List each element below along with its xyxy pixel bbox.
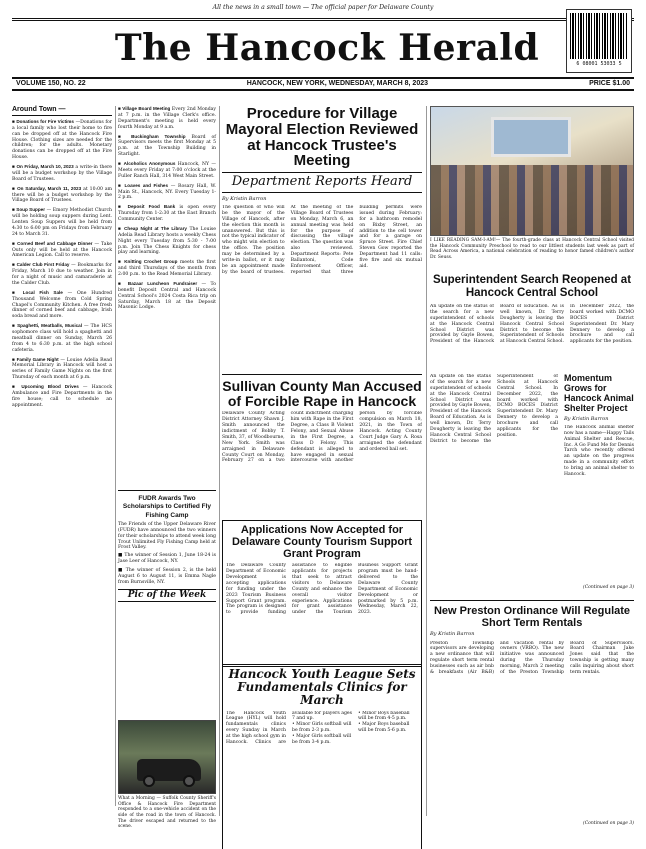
calendar-title: ■ Loaves and Fishes	[118, 182, 169, 188]
main-story	[222, 106, 422, 393]
superintendent-text: An update on the status of the search for a new superintendent of schools at the Hancock Central School District was provided by Gayle Bowen, President of the Hancock Board of Education. As is well known, Dr. Terry Dougherty is leaving the Hancock Central School District to become the Superintendent of Schools at Hancock Central School. In December 2022, the board worked with DCMO BOCES District Superintendent Dr. Mary Dennery to develop a brochure and call applicants for the position.	[430, 304, 634, 345]
continued-note: (Continued on page 3)	[582, 584, 634, 590]
around-town-column	[12, 106, 112, 412]
brief-item	[12, 384, 112, 409]
youth-league-headline: Hancock Youth League Sets Fundamentals Clinics for March	[228, 667, 416, 708]
fudr-text: The Friends of the Upper Delaware River (FUDR) have announced the two winners for their scholarships to attend week long Trout Unlimited Fly Fishing Camp held at Frost Valley.	[118, 521, 216, 551]
brief-text: — Louise Adelia Read Memorial Library in Hancock will host a series of Family Game Nights on the first Thursday of each month at 6 p.m.	[12, 357, 112, 381]
calendar-item	[118, 226, 216, 256]
calendar-text: Hancock, NY — Meets every Friday at 7:00 o'clock at the Fuller Ranch Hall, 314 West Main Street.	[118, 162, 216, 179]
classroom-photo	[430, 106, 634, 236]
brief-title: ■ Upcoming Blood Drives	[12, 384, 79, 390]
main-story-text: The question of who will be the mayor of the Village of Hancock, after the election this month is unanswered. But this is not the typical indicator of who might win election to the office. The position may be determined by a write-in ballot, or it may be an appointment made by the board of trustees. At the meeting of the Village Board of Trustees on Monday, March 6, an annual meeting was held for the purpose of discussing the village election. The question was also reviewed. Department Reports: Pete Ballantoni, Code Enforcement Officer, reported that three building permits were issued during February: for a bathroom remodel on Bixby Street, an addition to the cell tower and for a garage on Spruce Street. Fire Chief Steven Gow reported the Department had 11 calls: five fire and six mutual aid.	[222, 205, 422, 275]
brief-title: ■ On Friday, March 10, 2023	[12, 164, 74, 170]
byline: By Kristin Barron	[222, 195, 267, 202]
calendar-title: ■ Alcoholics Anonymous	[118, 161, 176, 166]
column-rule	[426, 106, 427, 816]
issue-info-bar	[12, 77, 634, 91]
calendar-item	[118, 183, 216, 202]
calendar-text: Board of Supervisors meets the first Monday at 5 p.m. at the Township Building in Starlight.	[118, 134, 216, 158]
calendar-item	[118, 281, 216, 311]
brief-text: — Take Outs only will be held at the Hancock American Legion. Call to reserve.	[12, 241, 112, 259]
brief-item	[12, 164, 112, 183]
league-bullet: • Major Girls softball will be from 3-4 p.m.	[292, 734, 352, 745]
brief-title: ■ Donations for Fire Victims	[12, 118, 74, 124]
preston-story	[430, 596, 634, 826]
league-bullet: • Minor Boys baseball will be from 4-5 p.m.	[358, 710, 410, 722]
column-rule	[115, 106, 116, 806]
brief-item	[12, 119, 112, 161]
brief-text: — Emory Methodist Church will be holding soup suppers during Lent. Lenten Soup Suppers will be held from 4:30 to 6:00 pm on Fridays from February 24 to March 31.	[12, 208, 112, 237]
youth-league-story	[222, 664, 422, 849]
main-deck: Department Reports Heard	[222, 172, 422, 193]
byline: By Kristin Barron	[564, 415, 609, 422]
calendar-title: ■ Bazaar Luncheon Fundraiser	[118, 280, 198, 286]
around-town-heading: Around Town —	[12, 106, 112, 116]
wheel-shape	[183, 775, 195, 787]
calendar-title: ■ Buckingham Township	[118, 133, 186, 139]
brief-text: — Bookmarks for Friday, March 10 due to weather. Join in for a night of music and camaraderie at the Calder Club.	[12, 263, 112, 286]
masthead	[12, 18, 634, 98]
brief-text: a write-in there will be a budget workshop by the Village Board of Trustees.	[12, 165, 112, 182]
brief-title: ■ Spaghetti, Meatballs, Musical	[12, 323, 82, 329]
calendar-title: ■ Village Board Meeting	[118, 106, 171, 111]
animal-shelter-story	[564, 374, 634, 591]
brief-title: ■ Corned Beef and Cabbage Dinner	[12, 240, 93, 246]
tourism-grant-headline: Applications Now Accepted for Delaware County Tourism Support Grant Program	[231, 524, 413, 561]
superintendent-headline: Superintendent Search Reopened at Hancock Central School	[432, 274, 632, 299]
barcode-number: 6 08001 53033 5	[576, 61, 622, 67]
students-shape	[431, 165, 633, 235]
tourism-grant-story	[222, 520, 422, 667]
fudr-headline: FUDR Awards Two Scholarships to Certified Fly Fishing Camp	[122, 495, 212, 519]
wheel-shape	[143, 775, 155, 787]
window-shape	[491, 117, 571, 157]
brief-item	[12, 207, 112, 237]
brief-item	[12, 262, 112, 287]
calendar-item	[118, 106, 216, 131]
newspaper-title: The Hancock Herald	[114, 27, 540, 69]
brief-title: ■ Family Game Night	[12, 356, 59, 362]
pic-of-the-week-heading: Pic of the Week	[118, 589, 216, 603]
brief-item	[12, 241, 112, 260]
brief-text: — Hancock Ambulance and Fire Departments in the fire house; call to schedule an appointment.	[12, 385, 113, 408]
sullivan-text: Delaware County Acting District Attorney Shawn J. Smith announced the indictment of Bobby T. Smith, 37, of Woodbourne, New York. Smith was arraigned in Delaware County Court on Monday, February 27 on a two count indictment charging him with Rape in the First Degree, a Class B Violent Felony, and Sexual Abuse in the First Degree, a Class D Felony. This defendant is alleged to have engaged in sexual intercourse with another person by forcible compulsion on March 18, 2021, in the Town of Hancock. Acting County Court Judge Gary A. Rosa arraigned the defendant and ordered bail set.	[222, 411, 422, 464]
tourism-grant-text: The Delaware County Department of Economic Development is accepting applications for funding under the 2023 Tourism Business Support Grant program. The program is designed to provide funding assistance to eligible applicants for projects that seek to attract visitors to Delaware County and enhance the overall visitor experience. Applications for grant assistance under the Tourism Business Support Grant program must be hand-delivered to the Delaware County Department of Economic Development or postmarked by 5 p.m. Wednesday, March 22, 2023.	[226, 563, 418, 616]
tagline: All the news in a small town — The official paper for Delaware County	[212, 4, 434, 11]
divider	[222, 374, 422, 375]
brief-text: —Donations for a local family who lost their home to fire can be dropped off at the Hancock Fire House. Clothing sizes are needed for the children; for the adults. Monetary donations can be dropped off at the Fire House.	[12, 119, 112, 161]
fudr-story	[118, 486, 216, 605]
calendar-item	[118, 134, 216, 159]
brief-item	[12, 290, 112, 320]
crash-photo-caption: What a Morning — Suffolk County Sheriff's Office & Hancock Fire Department responded to a one-vehicle accident on the side of the road in the town of Hancock. The driver escaped and returned to the scene.	[118, 796, 216, 830]
calendar-text: — Rosary Hall, W. Main St., Hancock, NY. Every Tuesday 1-2 p.m.	[118, 183, 217, 201]
league-bullet: • Minor Girls softball will be from 2-3 p.m.	[292, 722, 352, 734]
byline: By Kristin Barron	[430, 631, 475, 638]
brief-title: ■ On Saturday, March 11, 2023	[12, 185, 82, 191]
sullivan-headline: Sullivan County Man Accused of Forcible Rape in Hancock	[222, 378, 422, 409]
brief-item	[12, 357, 112, 382]
brief-text: — One Hundred Thousand Welcome from Cold Spring Chapel's Community Kitchen. A free fresh dinner of corned beef and cabbage, Irish soda bread and more.	[12, 290, 112, 320]
league-bullet: • Major Boys baseball will be from 5-6 p.m.	[358, 722, 410, 734]
brief-item	[12, 323, 112, 353]
calendar-text: meets the first and third Thursdays of the month from 2:00 p.m. to the Read Memorial Library.	[118, 260, 216, 277]
calendar-item	[118, 204, 216, 223]
column-rule	[219, 106, 220, 816]
divider	[118, 490, 216, 491]
calendar-column	[118, 106, 216, 314]
calendar-item	[118, 259, 216, 278]
barcode-bars	[570, 13, 628, 59]
sullivan-story	[222, 370, 422, 511]
crash-photo	[118, 720, 216, 794]
brief-text: — The HCS sophomore class will hold a spaghetti and meatball dinner on Sunday, March 26 from 4 to 6:30 p.m. at the high school cafeteria.	[12, 324, 112, 353]
calendar-title: ■ Deposit Food Bank	[118, 204, 176, 210]
calendar-text: Every 2nd Monday at 7 p.m. in the Village Clerk's office. Department's meeting is held every fourth Monday at 9 a.m.	[118, 107, 216, 130]
winner-item: ■ The winner of Session 2, is the held August 6 to August 11, is Emma Nagle from Burnsville, NY.	[118, 568, 216, 585]
superintendent-text-continued: An update on the status of the search for a new superintendent of schools at the Hancock Central School District was provided by Gayle Bowen, President of the Hancock Board of Education. As is well known, Dr. Terry Dougherty is leaving the Hancock Central School District to become the Superintendent of Schools at Hancock Central School. In December 2022, the board worked with DCMO BOCES District Superintendent Dr. Mary Dennery to develop a brochure and call applicants for the position.	[430, 374, 558, 444]
youth-league-text: The Hancock Youth League (HYL) will hold fundamentals clinics every Sunday in March at the high school gym in Hancock. Clinics are available for players ages 7 and up.	[226, 710, 352, 745]
youth-league-body	[226, 711, 418, 849]
brief-text: at 10:00 am there will be a budget workshop by the Village Board of Trustees.	[12, 186, 112, 204]
animal-shelter-headline: Momentum Grows for Hancock Animal Shelter Project	[564, 373, 634, 413]
animal-shelter-text: The Hancock animal shelter now has a name—Happy Tails Animal Shelter and Rescue, Inc. A Go Fund Me for Dennis Tarch who recently offered an update on the progress made in a community effort to bring an animal shelter to Hancock.	[564, 424, 634, 477]
volume-number: VOLUME 150, NO. 22	[16, 79, 86, 87]
divider	[430, 600, 634, 601]
brief-title: ■ Calder Club First Friday	[12, 262, 70, 268]
barcode	[566, 9, 632, 73]
calendar-item	[118, 161, 216, 180]
classroom-photo-caption: I LIKE READING SAM-I-AM!— The fourth-grade class at Hancock Central School visited the Hancock Community Preschool to read to our littlest students last week as part of Read Across America, a national celebration of reading to honor famed children's author Dr. Seuss.	[430, 238, 634, 260]
preston-headline: New Preston Ordinance Will Regulate Short Term Rentals	[433, 605, 631, 630]
brief-title: ■ Soup Supper	[12, 207, 46, 213]
calendar-title: ■ Knitting Crochet Group	[118, 259, 178, 265]
dateline: HANCOCK, NEW YORK, WEDNESDAY, MARCH 8, 2023	[246, 79, 429, 87]
main-headline: Procedure for Village Mayoral Election Reviewed at Hancock Trustee's Meeting	[225, 105, 419, 170]
brief-title: ■ Local Fish Sale	[12, 289, 63, 295]
winner-item: ■ The winner of Session 1, June 18-24 is Jase Leer of Hancock, NY.	[118, 553, 216, 565]
calendar-text: — To benefit Deposit Central and Hancock Central School's 2024 Costa Rica trip on Saturday, March 18 at the Deposit Masonic Lodge.	[118, 281, 216, 311]
price: PRICE $1.00	[589, 79, 630, 87]
calendar-text: is open every Thursday from 1-2:30 at the East Branch Community Center.	[118, 205, 216, 222]
calendar-text: The Louise Adelia Read Library hosts a weekly Chess Night every Tuesday from 5:30 - 7:00 p.m. Join The Chess Knights for chess play and learning.	[118, 226, 216, 256]
brief-item	[12, 186, 112, 205]
calendar-title: ■ Cheap Night at The Library	[118, 225, 187, 231]
continued-note: (Continued on page 3)	[582, 820, 634, 826]
preston-text: Preston Township supervisors are developing a new ordinance that will regulate short term rental businesses such as air bnb & breakfasts (Air B&B) and vacation rental by owners (VRBO). The new initiative was announced during the Thursday morning, March 2 meeting of the Preston Township Board of Supervisors. Board Chairman Jake Jones said that the township is getting many calls inquiring about short term rentals.	[430, 640, 634, 675]
